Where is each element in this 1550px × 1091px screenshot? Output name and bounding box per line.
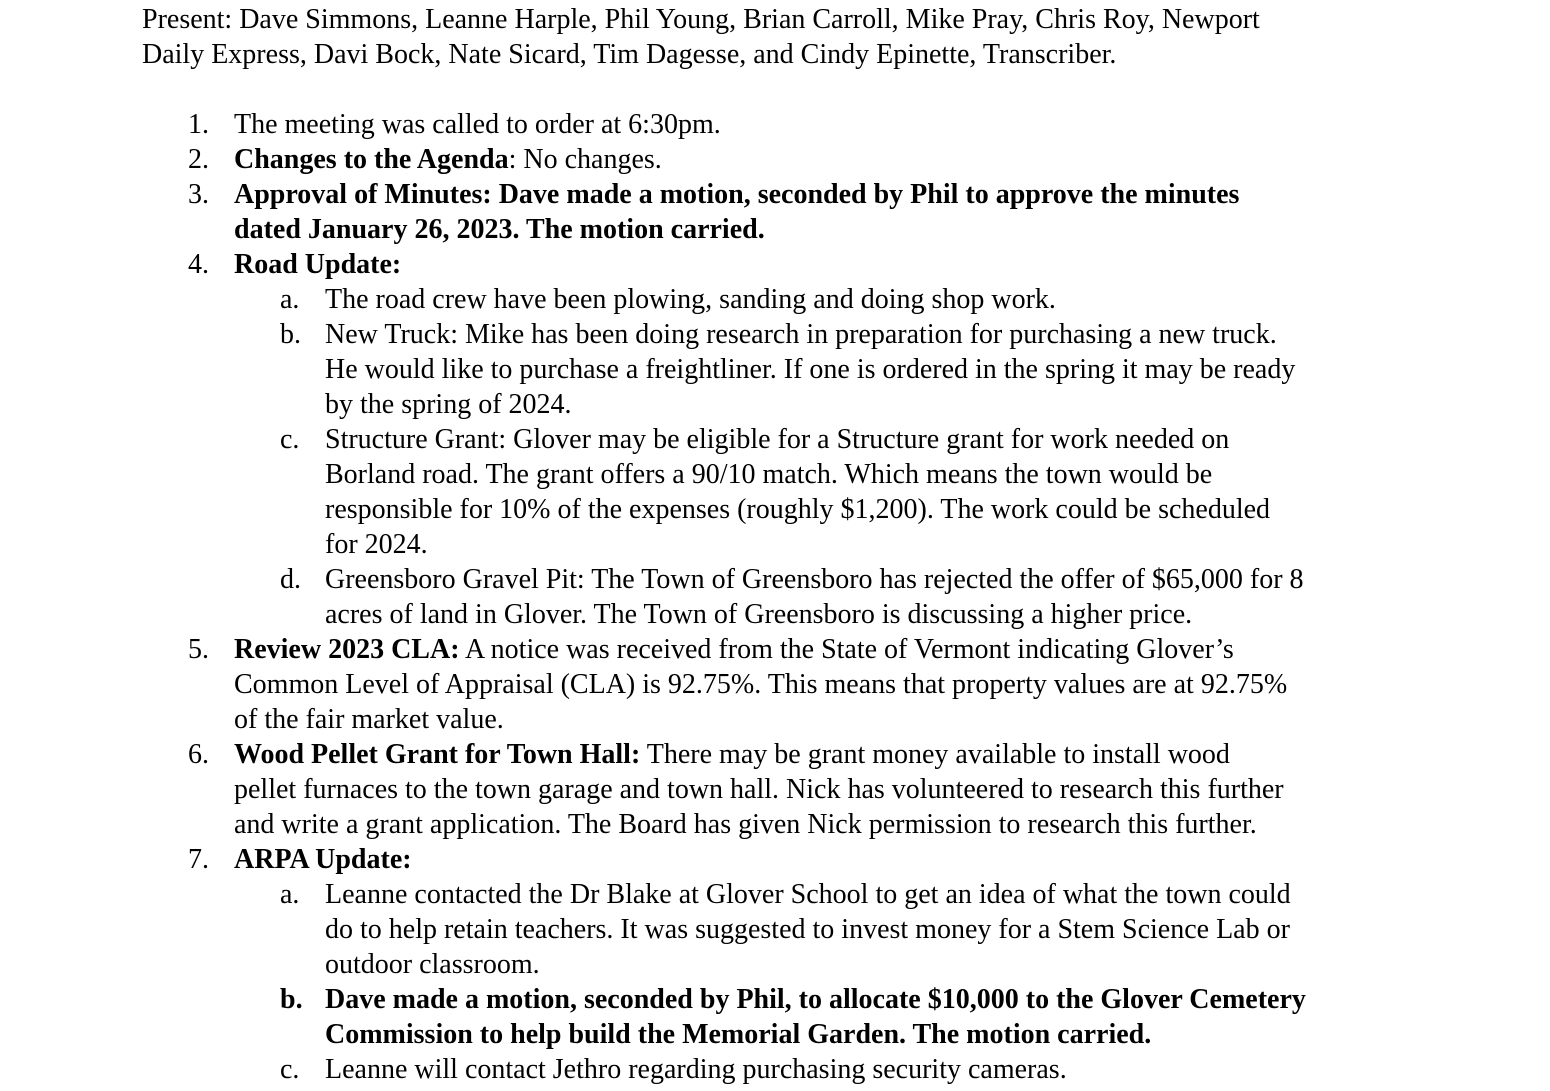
- subitem-text: Leanne will contact Jethro regarding purchasing security cameras.: [325, 1054, 1067, 1085]
- subitem-text: Borland road. The grant offers a 90/10 match. Which means the town would be: [325, 459, 1213, 490]
- subitem-text: do to help retain teachers. It was suggested to invest money for a Stem Science Lab or: [325, 914, 1290, 945]
- item-number: 7.: [188, 844, 209, 875]
- subitem-text: by the spring of 2024.: [325, 389, 572, 420]
- item-number: 3.: [188, 179, 209, 210]
- subitem-text: outdoor classroom.: [325, 949, 540, 980]
- subitem-text: Structure Grant: Glover may be eligible for a Structure grant for work needed on: [325, 424, 1230, 455]
- item-text: of the fair market value.: [234, 704, 504, 735]
- item-heading: ARPA Update:: [234, 844, 412, 875]
- subitem-letter: b.: [280, 319, 301, 350]
- item-number: 1.: [188, 109, 209, 140]
- subitem-letter: a.: [280, 879, 300, 910]
- item-number: 5.: [188, 634, 209, 665]
- attendees-paragraph: [142, 2, 1392, 72]
- item-text: and write a grant application. The Board has given Nick permission to research this further.: [234, 809, 1257, 840]
- subitem-text: New Truck: Mike has been doing research in preparation for purchasing a new truck.: [325, 319, 1277, 350]
- item-text: The meeting was called to order at 6:30pm.: [234, 109, 721, 140]
- subitem-text: Leanne contacted the Dr Blake at Glover School to get an idea of what the town could: [325, 879, 1291, 910]
- item-number: 6.: [188, 739, 209, 770]
- subitem-letter: c.: [280, 424, 300, 455]
- item-text: pellet furnaces to the town garage and town hall. Nick has volunteered to research this further: [234, 774, 1284, 805]
- subitem-letter: d.: [280, 564, 301, 595]
- subitem-motion-text: Commission to help build the Memorial Garden. The motion carried.: [325, 1019, 1152, 1050]
- item-text: There may be grant money available to install wood: [640, 739, 1230, 770]
- item-text: : No changes.: [508, 144, 662, 175]
- item-text: A notice was received from the State of Vermont indicating Glover’s: [459, 634, 1234, 665]
- item-heading: Wood Pellet Grant for Town Hall:: [234, 739, 641, 770]
- subitem-letter: a.: [280, 284, 300, 315]
- subitem-letter: b.: [280, 984, 303, 1015]
- attendees-line: Present: Dave Simmons, Leanne Harple, Phil Young, Brian Carroll, Mike Pray, Chris Roy, Newport: [142, 4, 1260, 35]
- item-motion-text: Approval of Minutes: Dave made a motion, seconded by Phil to approve the minutes: [234, 179, 1240, 210]
- subitem-text: Greensboro Gravel Pit: The Town of Greensboro has rejected the offer of $65,000 for 8: [325, 564, 1304, 595]
- item-heading: Changes to the Agenda: [234, 144, 509, 175]
- item-number: 4.: [188, 249, 209, 280]
- item-heading: Road Update:: [234, 249, 402, 280]
- subitem-text: The road crew have been plowing, sanding and doing shop work.: [325, 284, 1056, 315]
- subitem-text: for 2024.: [325, 529, 428, 560]
- subitem-text: He would like to purchase a freightliner. If one is ordered in the spring it may be ready: [325, 354, 1296, 385]
- subitem-letter: c.: [280, 1054, 300, 1085]
- subitem-text: acres of land in Glover. The Town of Greensboro is discussing a higher price.: [325, 599, 1193, 630]
- attendees-line: Daily Express, Davi Bock, Nate Sicard, Tim Dagesse, and Cindy Epinette, Transcriber.: [142, 39, 1117, 70]
- item-number: 2.: [188, 144, 209, 175]
- item-heading: Review 2023 CLA:: [234, 634, 460, 665]
- subitem-motion-text: Dave made a motion, seconded by Phil, to allocate $10,000 to the Glover Cemetery: [325, 984, 1306, 1015]
- item-text: Common Level of Appraisal (CLA) is 92.75%. This means that property values are at 92.75%: [234, 669, 1288, 700]
- subitem-text: responsible for 10% of the expenses (roughly $1,200). The work could be scheduled: [325, 494, 1271, 525]
- item-motion-text: dated January 26, 2023. The motion carried.: [234, 214, 765, 245]
